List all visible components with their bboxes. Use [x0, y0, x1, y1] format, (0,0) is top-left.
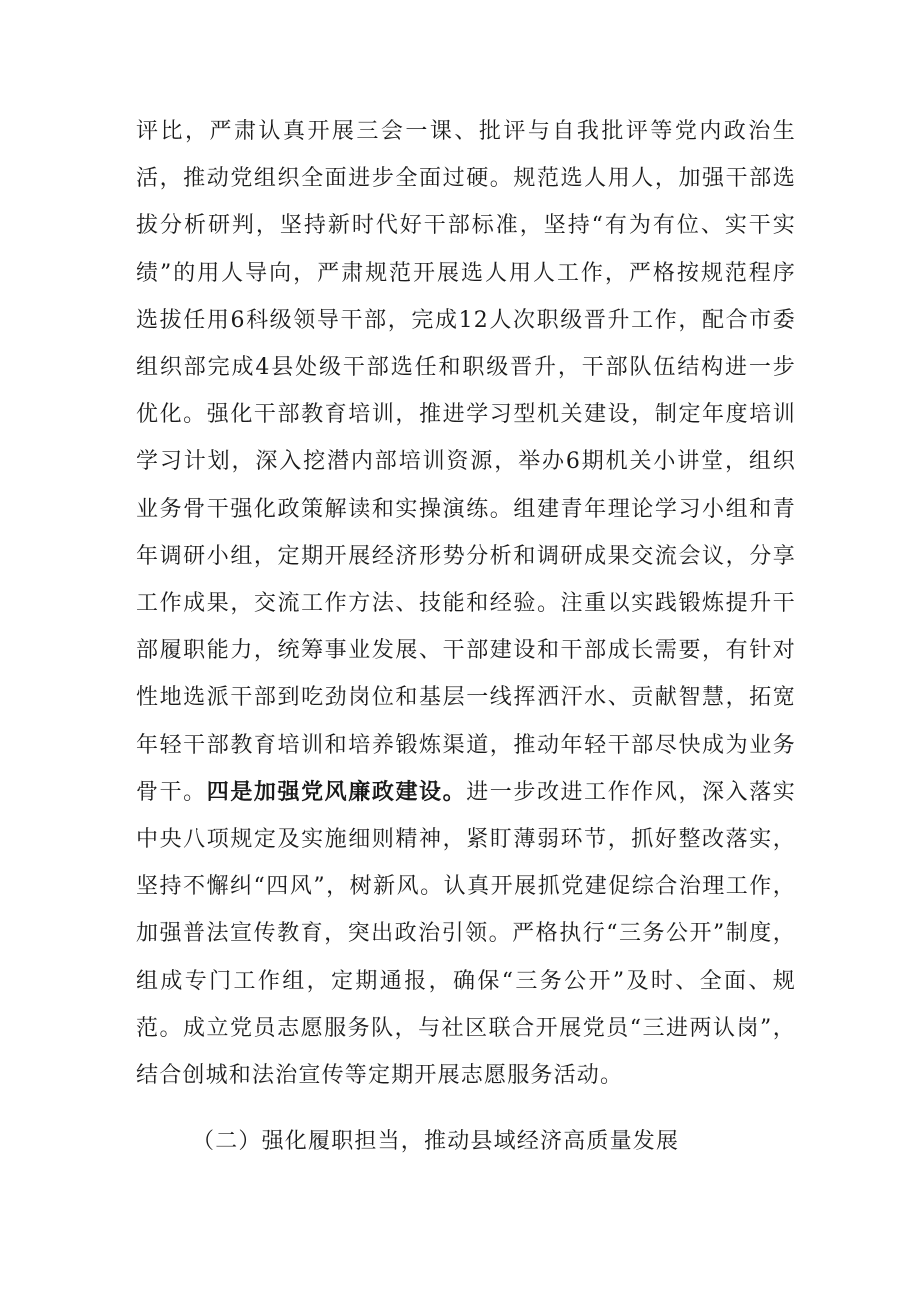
section4-heading: 四是加强党风廉政建设。: [206, 779, 467, 805]
section4-body: 进一步改进工作作风，深入落实中央八项规定及实施细则精神，紧盯薄弱环节，抓好整改落实，坚持不懈纠“四风”，树新风。认真开展抓党建促综合治理工作，加强普法宣传教育，突出政治引领。严格执行“三务公开”制度，组成专门工作组，定期通报，确保“三务公开”及时、全面、规范。成立党员志愿服务队，与社区联合开展党员“三进两认岗”，结合创城和法治宣传等定期开展志愿服务活动。: [136, 779, 796, 1089]
paragraph-continuation: 评比，严肃认真开展三会一课、批评与自我批评等党内政治生活，推动党组织全面进步全面过硬。规范选人用人，加强干部选拔分析研判，坚持新时代好干部标准，坚持“有为有位、实干实绩”的用人导向，严肃规范开展选人用人工作，严格按规范程序选拔任用6科级领导干部，完成12人次职级晋升工作，配合市委组织部完成4县处级干部选任和职级晋升，干部队伍结构进一步优化。强化干部教育培训，推进学习型机关建设，制定年度培训学习计划，深入挖潜内部培训资源，举办6期机关小讲堂，组织业务骨干强化政策解读和实操演练。组建青年理论学习小组和青年调研小组，定期开展经济形势分析和调研成果交流会议，分享工作成果，交流工作方法、技能和经验。注重以实践锻炼提升干部履职能力，统筹事业发展、干部建设和干部成长需要，有针对性地选派干部到吃劲岗位和基层一线挥洒汗水、贡献智慧，拓宽年轻干部教育培训和培养锻炼渠道，推动年轻干部尽快成为业务骨干。: [136, 119, 796, 805]
body-paragraph: [136, 108, 796, 1099]
section-subheading: （二）强化履职担当，推动县域经济高质量发展: [192, 1129, 680, 1154]
